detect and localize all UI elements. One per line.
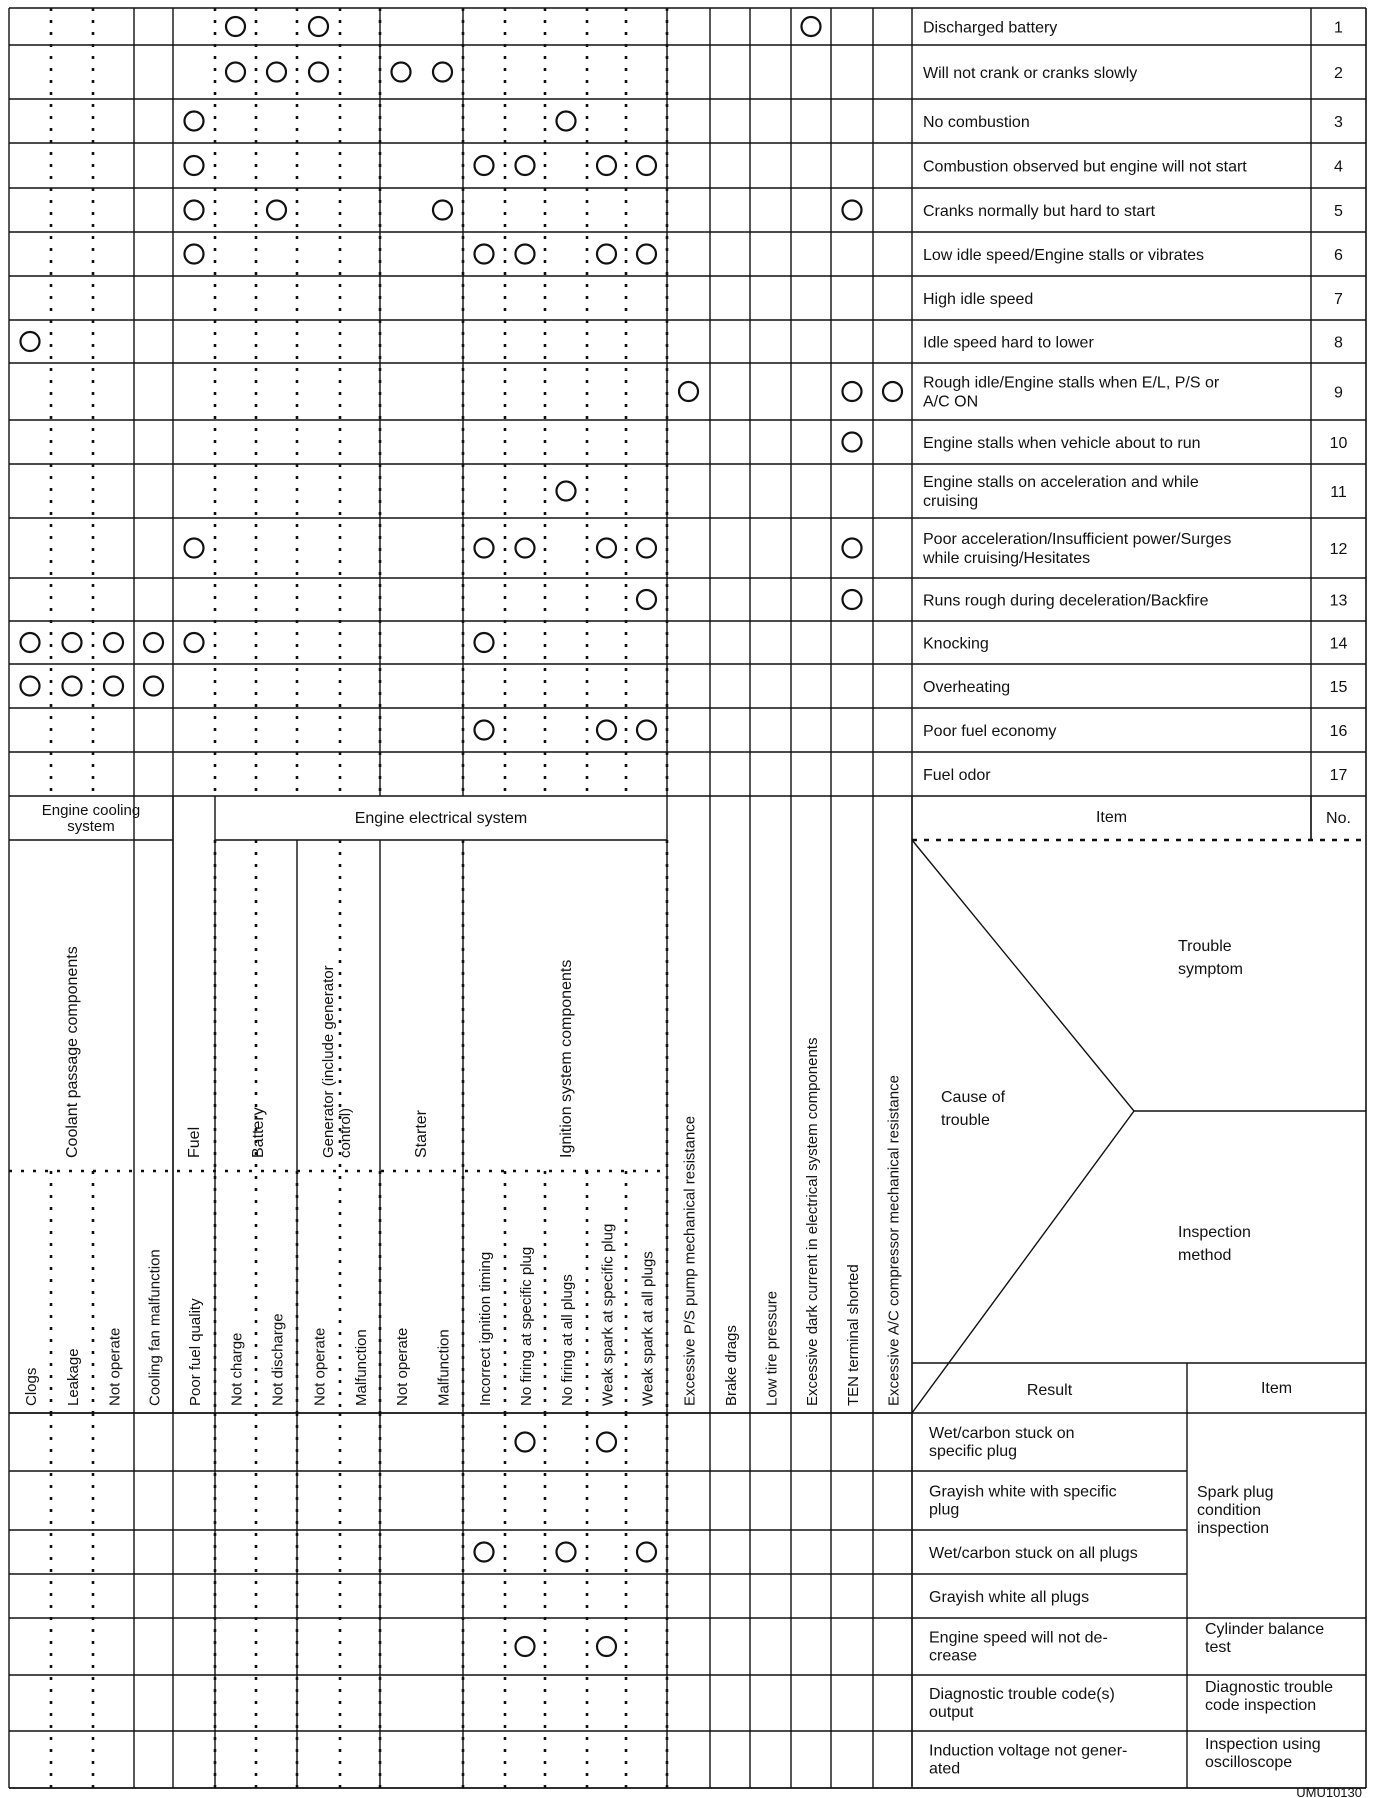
mark-circle xyxy=(597,539,616,558)
mark-circle xyxy=(185,539,204,558)
symptom-text: Low idle speed/Engine stalls or vibrates xyxy=(923,247,1205,264)
mark-circle xyxy=(63,677,82,696)
mark-circle xyxy=(637,1543,656,1562)
symptom-number: 2 xyxy=(1334,65,1343,82)
key-trouble-symptom: Trouble xyxy=(1178,938,1232,955)
cause-label: Malfunction xyxy=(435,1329,453,1406)
mark-circle xyxy=(597,156,616,175)
group-label-cooling: Engine cooling xyxy=(41,802,141,819)
mark-circle xyxy=(516,539,535,558)
symptom-text: Engine stalls on acceleration and while xyxy=(923,474,1199,491)
mark-circle xyxy=(843,433,862,452)
symptom-text: Cranks normally but hard to start xyxy=(923,203,1156,220)
inspection-result: Wet/carbon stuck on all plugs xyxy=(929,1545,1138,1562)
mark-circle xyxy=(843,201,862,220)
cause-label: Excessive P/S pump mechanical resistance xyxy=(681,1115,699,1406)
inspection-result: output xyxy=(929,1704,974,1721)
mark-circle xyxy=(63,633,82,652)
mark-circle xyxy=(226,17,245,36)
symptom-text: while cruising/Hesitates xyxy=(923,550,1091,567)
cause-label: TEN terminal shorted xyxy=(845,1264,862,1406)
inspection-result: ated xyxy=(929,1760,961,1778)
mark-circle xyxy=(557,112,576,131)
mark-circle xyxy=(516,1637,535,1656)
key-item-label: Item xyxy=(1095,809,1128,826)
cause-label: Not charge xyxy=(228,1332,246,1406)
symptom-number: 13 xyxy=(1329,592,1348,610)
mark-circle xyxy=(475,633,494,652)
mark-circle xyxy=(475,245,494,264)
inspection-item: code inspection xyxy=(1205,1697,1317,1714)
symptom-number: 7 xyxy=(1334,291,1343,308)
symptom-text: Will not crank or cranks slowly xyxy=(923,65,1138,82)
mark-circle xyxy=(475,721,494,740)
mark-circle xyxy=(637,721,656,740)
inspection-item: inspection xyxy=(1197,1520,1270,1537)
inspection-result: Wet/carbon stuck on xyxy=(929,1425,1075,1442)
mark-circle xyxy=(185,245,204,264)
mark-circle xyxy=(843,590,862,609)
key-cause-of-trouble: trouble xyxy=(941,1112,990,1129)
cause-label: Not operate xyxy=(311,1327,329,1406)
symptom-number: 11 xyxy=(1330,484,1347,501)
inspection-result: Diagnostic trouble code(s) xyxy=(929,1686,1115,1703)
inspection-result: Engine speed will not de- xyxy=(929,1629,1108,1647)
group-label-electrical: Engine electrical system xyxy=(354,810,528,827)
symptom-number: 3 xyxy=(1334,114,1343,131)
symptom-text: Combustion observed but engine will not start xyxy=(923,158,1247,176)
symptom-text: Discharged battery xyxy=(923,19,1058,37)
mark-circle xyxy=(267,201,286,220)
symptom-text: Poor fuel economy xyxy=(923,723,1057,740)
mark-circle xyxy=(475,156,494,175)
subgroup-ignition: Ignition system components xyxy=(558,959,575,1158)
mark-circle xyxy=(516,156,535,175)
inspection-result: specific plug xyxy=(929,1443,1018,1460)
cause-label: Clogs xyxy=(23,1367,40,1406)
symptom-text: High idle speed xyxy=(923,291,1034,308)
mark-circle xyxy=(597,721,616,740)
cause-label: Incorrect ignition timing xyxy=(477,1251,494,1406)
cause-label: No firing at specific plug xyxy=(518,1246,535,1406)
mark-circle xyxy=(104,677,123,696)
cause-label: Malfunction xyxy=(353,1329,370,1406)
inspection-result: Grayish white with specific xyxy=(929,1483,1117,1501)
subgroup-fuel: Fuel xyxy=(186,1126,203,1158)
subgroup-coolant: Coolant passage components xyxy=(64,946,81,1158)
mark-circle xyxy=(185,112,204,131)
group-label-cooling: system xyxy=(67,818,115,835)
cause-label: Weak spark at specific plug xyxy=(599,1223,617,1406)
symptom-text: Knocking xyxy=(923,635,989,653)
key-inspection-method: Inspection xyxy=(1178,1224,1251,1241)
mark-circle xyxy=(557,482,576,501)
symptom-text: Engine stalls when vehicle about to run xyxy=(923,435,1201,452)
symptom-number: 14 xyxy=(1329,635,1348,653)
mark-circle xyxy=(309,17,328,36)
symptom-text: Overheating xyxy=(923,679,1011,696)
inspection-item: Diagnostic trouble xyxy=(1205,1679,1334,1696)
symptom-number: 4 xyxy=(1334,158,1343,176)
mark-circle xyxy=(104,633,123,652)
inspection-item: oscilloscope xyxy=(1205,1754,1293,1771)
mark-circle xyxy=(185,633,204,652)
mark-circle xyxy=(597,245,616,264)
cause-label: Not operate xyxy=(106,1327,124,1406)
cause-label: Poor fuel quality xyxy=(187,1298,204,1406)
symptom-text: A/C ON xyxy=(923,393,979,411)
mark-circle xyxy=(557,1543,576,1562)
mark-circle xyxy=(392,63,411,82)
cause-label: Brake drags xyxy=(723,1325,740,1406)
symptom-number: 17 xyxy=(1329,767,1348,784)
mark-circle xyxy=(637,245,656,264)
mark-circle xyxy=(144,633,163,652)
inspection-result: Grayish white all plugs xyxy=(929,1589,1090,1606)
inspection-item: Cylinder balance xyxy=(1205,1621,1325,1638)
inspection-result: Induction voltage not gener- xyxy=(929,1742,1128,1760)
marks xyxy=(21,17,903,1656)
subgroup-generator: control) xyxy=(337,1107,354,1158)
symptom-number: 15 xyxy=(1329,679,1348,696)
mark-circle xyxy=(144,677,163,696)
mark-circle xyxy=(679,382,698,401)
figure-code: UMU10130 xyxy=(1296,1785,1362,1798)
symptom-text: Idle speed hard to lower xyxy=(923,334,1094,352)
cause-label: No firing at all plugs xyxy=(559,1274,576,1406)
inspection-item: condition xyxy=(1197,1502,1262,1519)
key-cause-of-trouble: Cause of xyxy=(941,1089,1006,1106)
symptom-text: Runs rough during deceleration/Backfire xyxy=(923,592,1209,610)
key-trouble-symptom: symptom xyxy=(1178,961,1243,978)
cause-label: Excessive dark current in electrical system components xyxy=(804,1037,821,1406)
inspection-result: plug xyxy=(929,1501,960,1519)
mark-circle xyxy=(516,245,535,264)
symptom-number: 6 xyxy=(1334,247,1343,264)
symptom-number: 1 xyxy=(1334,19,1343,37)
mark-circle xyxy=(185,201,204,220)
cause-label: Weak spark at all plugs xyxy=(639,1251,657,1406)
mark-circle xyxy=(433,201,452,220)
mark-circle xyxy=(185,156,204,175)
cause-label: Leakage xyxy=(65,1348,82,1406)
symptom-number: 12 xyxy=(1329,541,1348,558)
inspection-item: Spark plug xyxy=(1197,1484,1274,1501)
key-no-label: No. xyxy=(1326,810,1351,827)
mark-circle xyxy=(843,539,862,558)
inspection-item: Inspection using xyxy=(1205,1736,1321,1753)
mark-circle xyxy=(883,382,902,401)
symptom-number: 5 xyxy=(1334,203,1343,220)
mark-circle xyxy=(226,63,245,82)
key-inspection-method: method xyxy=(1178,1247,1232,1264)
inspection-result: crease xyxy=(929,1647,978,1665)
symptom-number: 16 xyxy=(1329,723,1348,740)
cause-label: Excessive A/C compressor mechanical resistance xyxy=(885,1075,903,1406)
mark-circle xyxy=(597,1637,616,1656)
mark-circle xyxy=(475,539,494,558)
symptom-number: 9 xyxy=(1334,384,1343,402)
mark-circle xyxy=(21,332,40,351)
mark-circle xyxy=(843,382,862,401)
cause-label: Not discharge xyxy=(269,1313,287,1406)
mark-circle xyxy=(597,1433,616,1452)
symptom-text: Poor acceleration/Insufficient power/Surges xyxy=(923,531,1232,548)
subgroup-starter: Starter xyxy=(413,1109,430,1158)
labels xyxy=(23,20,1362,1798)
symptom-text: Fuel odor xyxy=(923,767,991,784)
subgroup-generator: Generator (include generator xyxy=(320,965,337,1158)
symptom-text: cruising xyxy=(923,493,979,510)
key-result-label: Result xyxy=(1026,1382,1073,1399)
symptom-number: 8 xyxy=(1334,334,1343,352)
mark-circle xyxy=(637,539,656,558)
mark-circle xyxy=(433,63,452,82)
grid-lines xyxy=(9,8,1366,1788)
symptom-number: 10 xyxy=(1329,435,1348,452)
mark-circle xyxy=(637,156,656,175)
cause-label: Cooling fan malfunction xyxy=(146,1249,164,1406)
mark-circle xyxy=(21,677,40,696)
inspection-item: test xyxy=(1205,1639,1231,1656)
symptom-text: No combustion xyxy=(923,114,1030,131)
mark-circle xyxy=(21,633,40,652)
mark-circle xyxy=(475,1543,494,1562)
symptom-text: Rough idle/Engine stalls when E/L, P/S or xyxy=(923,374,1220,392)
mark-circle xyxy=(516,1433,535,1452)
cause-label: Not operate xyxy=(394,1327,411,1406)
mark-circle xyxy=(309,63,328,82)
key-item2-label: Item xyxy=(1260,1380,1293,1397)
mark-circle xyxy=(267,63,286,82)
mark-circle xyxy=(637,590,656,609)
subgroup-battery: Battery xyxy=(250,1107,267,1158)
cause-label: Low tire pressure xyxy=(763,1290,781,1406)
mark-circle xyxy=(802,17,821,36)
